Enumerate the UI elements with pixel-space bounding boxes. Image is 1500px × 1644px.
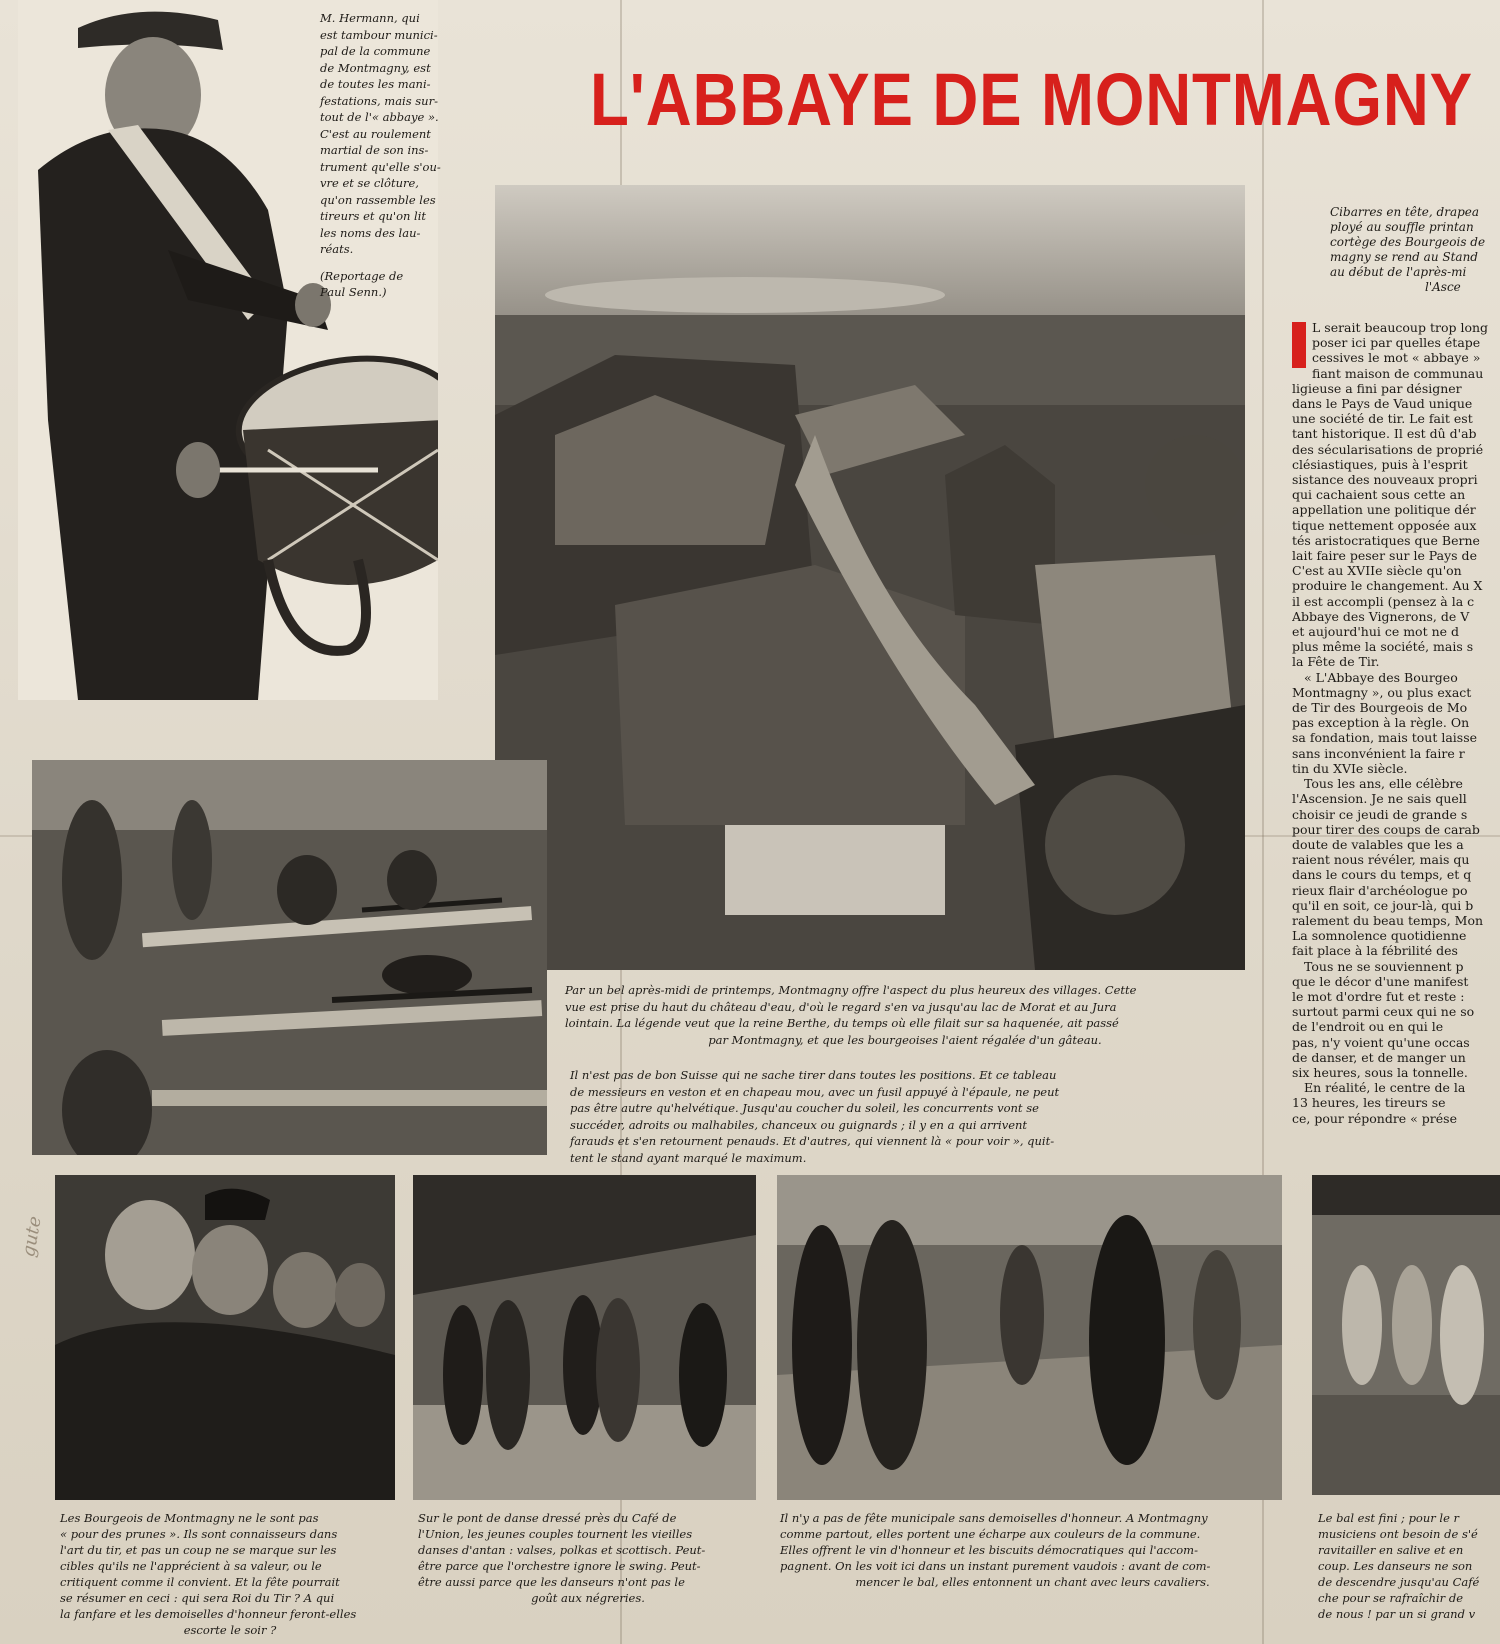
- article-line: C'est au XVIIe siècle qu'on: [1292, 563, 1462, 579]
- article-line: six heures, sous la tonnelle.: [1292, 1064, 1468, 1080]
- end-of-ball-photo: [1312, 1175, 1500, 1495]
- caption-line: Cibarres en tête, drapea: [1330, 205, 1480, 219]
- caption-line: la fanfare et les demoiselles d'honneur feront-elles: [60, 1607, 357, 1621]
- photo-credit: Paul Senn.): [320, 285, 387, 299]
- article-line: 13 heures, les tireurs se: [1292, 1095, 1446, 1111]
- article-line: ligieuse a fini par désigner: [1292, 380, 1462, 396]
- caption-line: être parce que l'orchestre ignore le swing. Peut-: [418, 1559, 701, 1573]
- article-line: raient nous révéler, mais qu: [1292, 852, 1470, 868]
- drop-cap: [1292, 322, 1306, 368]
- spectators-illustration: [55, 1175, 395, 1500]
- article-line: qui cachaient sous cette an: [1292, 487, 1466, 503]
- caption-line: M. Hermann, qui: [320, 11, 420, 25]
- procession-caption: [1330, 205, 1500, 295]
- caption-line: de messieurs en veston et en chapeau mou, avec un fusil appuyé à l'épaule, ne peut: [570, 1084, 1060, 1099]
- caption-line: Il n'y a pas de fête municipale sans demoiselles d'honneur. A Montmagny: [780, 1511, 1208, 1525]
- article-line: de Tir des Bourgeois de Mo: [1292, 700, 1468, 716]
- article-line: sa fondation, mais tout laisse: [1292, 730, 1478, 746]
- caption-line: par Montmagny, et que les bourgeoises l'aient régalée d'un gâteau.: [708, 1032, 1102, 1047]
- article-line: de danser, et de manger un: [1292, 1049, 1466, 1065]
- caption-line: se résumer en ceci : qui sera Roi du Tir ? A qui: [60, 1591, 335, 1605]
- article-line: fiant maison de communau: [1312, 365, 1484, 381]
- article-line: tés aristocratiques que Berne: [1292, 532, 1480, 548]
- caption-line: est tambour munici-: [320, 27, 438, 42]
- caption-line: farauds et s'en retournent penauds. Et d'autres, qui viennent là « pour voir », quit-: [570, 1134, 1055, 1148]
- article-line: sans inconvénient la faire r: [1292, 745, 1465, 761]
- article-line: L serait beaucoup trop long: [1312, 320, 1489, 335]
- caption-line: cibles qu'ils ne l'apprécient à sa valeur, ou le: [60, 1559, 322, 1573]
- caption-line: critiquent comme il convient. Et la fête pourrait: [60, 1575, 340, 1589]
- bourgeois-caption: [60, 1510, 400, 1638]
- caption-line: goût aux négreries.: [531, 1591, 645, 1605]
- caption-line: qu'on rassemble les: [320, 192, 436, 207]
- village-aerial-photo: [495, 185, 1245, 970]
- article-line: dans le cours du temps, et q: [1292, 867, 1472, 883]
- caption-line: Les Bourgeois de Montmagny ne le sont pas: [60, 1511, 319, 1525]
- article-line: lait faire peser sur le Pays de: [1292, 548, 1477, 564]
- caption-line: être aussi parce que les danseurs n'ont pas le: [418, 1575, 685, 1589]
- caption-line: succéder, adroits ou malhabiles, chanceux ou guignards ; il y en a qui arrivent: [570, 1117, 1028, 1132]
- caption-line: musiciens ont besoin de s'é: [1318, 1527, 1478, 1541]
- caption-line: Elles offrent le vin d'honneur et les biscuits démocratiques qui l'accom-: [780, 1543, 1198, 1557]
- caption-line: vue est prise du haut du château d'eau, d'où le regard s'en va jusqu'au lac de Morat et au Jura: [565, 999, 1117, 1014]
- caption-line: ployé au souffle printan: [1330, 220, 1474, 234]
- article-line: Tous ne se souviennent p: [1304, 958, 1464, 974]
- article-paragraph: [1292, 670, 1497, 776]
- article-line: Abbaye des Vignerons, de V: [1292, 608, 1470, 624]
- caption-line: pas être autre qu'helvétique. Jusqu'au coucher du soleil, les concurrents vont se: [570, 1101, 1039, 1115]
- caption-line: tout de l'« abbaye ».: [320, 110, 439, 124]
- article-line: « L'Abbaye des Bourgeo: [1304, 669, 1458, 685]
- village-illustration: [495, 185, 1245, 970]
- article-line: doute de valables que les a: [1292, 836, 1464, 852]
- honour-maidens-illustration: [777, 1175, 1282, 1500]
- article-line: choisir ce jeudi de grande s: [1292, 806, 1468, 822]
- article-line: sistance des nouveaux propri: [1292, 472, 1478, 488]
- caption-line: danses d'antan : valses, polkas et scottisch. Peut-: [418, 1543, 706, 1557]
- article-title: L'ABBAYE DE MONTMAGNY: [590, 58, 1473, 141]
- article-line: tant historique. Il est dû d'ab: [1292, 426, 1477, 442]
- caption-line: l'Asce: [1425, 280, 1461, 294]
- caption-line: magny se rend au Stand: [1330, 250, 1478, 264]
- caption-line: vre et se clôture,: [320, 176, 419, 190]
- article-line: ce, pour répondre « prése: [1292, 1110, 1457, 1126]
- handwritten-note: gute: [18, 1214, 46, 1259]
- article-line: le mot d'ordre fut et reste :: [1292, 988, 1465, 1004]
- article-line: des sécularisations de proprié: [1292, 441, 1484, 457]
- photo-credit: (Reportage de: [320, 268, 404, 283]
- article-line: cessives le mot « abbaye »: [1312, 350, 1481, 366]
- article-line: pas, n'y voient qu'une occas: [1292, 1034, 1470, 1050]
- caption-line: tent le stand ayant marqué le maximum.: [570, 1150, 807, 1165]
- village-caption: [565, 982, 1245, 1048]
- honour-maidens-photo: [777, 1175, 1282, 1500]
- shooting-range-photo: [32, 760, 547, 1155]
- caption-line: pal de la commune: [320, 44, 431, 58]
- caption-line: de nous ! par un si grand v: [1318, 1607, 1476, 1621]
- end-of-ball-illustration: [1312, 1175, 1500, 1495]
- caption-line: l'Union, les jeunes couples tournent les vieilles: [418, 1527, 693, 1541]
- dance-floor-photo: [413, 1175, 756, 1500]
- caption-line: Par un bel après-midi de printemps, Montmagny offre l'aspect du plus heureux des villages. Cette: [565, 983, 1137, 997]
- caption-line: Le bal est fini ; pour le r: [1318, 1511, 1460, 1525]
- caption-line: de descendre jusqu'au Café: [1318, 1575, 1480, 1589]
- caption-line: au début de l'après-mi: [1330, 265, 1467, 279]
- dancers-illustration: [413, 1175, 756, 1500]
- caption-line: ravitailler en salive et en: [1318, 1543, 1464, 1557]
- caption-line: de toutes les mani-: [320, 77, 431, 91]
- caption-line: martial de son ins-: [320, 143, 429, 157]
- end-of-ball-caption: [1318, 1510, 1498, 1622]
- caption-line: cortège des Bourgeois de: [1330, 235, 1486, 249]
- article-line: pas exception à la règle. On: [1292, 715, 1470, 731]
- caption-line: che pour se rafraîchir de: [1318, 1591, 1464, 1605]
- article-line: qu'il en soit, ce jour-là, qui b: [1292, 897, 1474, 913]
- article-line: pour tirer des coups de carab: [1292, 821, 1480, 837]
- article-line: fait place à la fébrilité des: [1292, 943, 1458, 959]
- article-line: il est accompli (pensez à la c: [1292, 593, 1475, 609]
- caption-line: festations, mais sur-: [320, 93, 438, 108]
- article-paragraph: [1292, 1080, 1497, 1126]
- shooting-caption: [570, 1067, 1230, 1166]
- caption-line: Il n'est pas de bon Suisse qui ne sache tirer dans toutes les positions. Et ce tableau: [570, 1068, 1057, 1082]
- article-line: et aujourd'hui ce mot ne d: [1292, 624, 1460, 640]
- caption-line: C'est au roulement: [320, 126, 431, 141]
- caption-line: pagnent. On les voit ici dans un instant purement vaudois : avant de com-: [780, 1559, 1211, 1573]
- article-line: rieux flair d'archéologue po: [1292, 882, 1468, 898]
- article-paragraph: [1292, 959, 1497, 1081]
- dance-caption: [418, 1510, 758, 1606]
- caption-line: réats.: [320, 242, 354, 256]
- article-line: tique nettement opposée aux: [1292, 517, 1477, 533]
- article-line: La somnolence quotidienne: [1292, 928, 1467, 944]
- article-line: la Fête de Tir.: [1292, 654, 1380, 670]
- article-line: appellation une politique dér: [1292, 502, 1476, 518]
- caption-line: de Montmagny, est: [320, 60, 431, 75]
- shooting-range-illustration: [32, 760, 547, 1155]
- article-line: que le décor d'une manifest: [1292, 973, 1469, 989]
- article-line: une société de tir. Le fait est: [1292, 411, 1473, 427]
- drummer-caption: [320, 10, 465, 301]
- article-line: surtout parmi ceux qui ne so: [1292, 1004, 1475, 1020]
- caption-line: trument qu'elle s'ou-: [320, 159, 441, 174]
- article-line: produire le changement. Au X: [1292, 578, 1483, 594]
- article-line: poser ici par quelles étape: [1312, 335, 1481, 351]
- article-line: dans le Pays de Vaud unique: [1292, 396, 1473, 412]
- article-paragraph: [1292, 320, 1497, 670]
- article-line: Montmagny », ou plus exact: [1292, 684, 1472, 700]
- caption-line: tireurs et qu'on lit: [320, 209, 427, 223]
- caption-line: coup. Les danseurs ne son: [1318, 1559, 1473, 1573]
- article-line: Tous les ans, elle célèbre: [1304, 776, 1463, 792]
- caption-line: escorte le soir ?: [183, 1623, 277, 1637]
- article-line: l'Ascension. Je ne sais quell: [1292, 791, 1467, 807]
- article-body: [1292, 320, 1497, 1126]
- caption-line: mencer le bal, elles entonnent un chant avec leurs cavaliers.: [855, 1575, 1210, 1589]
- article-line: de l'endroit ou en qui le: [1292, 1019, 1444, 1035]
- article-line: plus même la société, mais s: [1292, 639, 1474, 655]
- article-line: tin du XVIe siècle.: [1292, 760, 1408, 776]
- caption-line: lointain. La légende veut que la reine Berthe, du temps où elle filait sur sa haquenée, ait passé: [565, 1016, 1119, 1030]
- article-line: En réalité, le centre de la: [1304, 1080, 1466, 1096]
- article-paragraph: [1292, 776, 1497, 958]
- article-line: ralement du beau temps, Mon: [1292, 912, 1484, 928]
- caption-line: les noms des lau-: [320, 225, 421, 240]
- honour-maidens-caption: [780, 1510, 1285, 1590]
- article-line: clésiastiques, puis à l'esprit: [1292, 456, 1468, 472]
- caption-line: Sur le pont de danse dressé près du Café de: [418, 1511, 677, 1525]
- caption-line: comme partout, elles portent une écharpe aux couleurs de la commune.: [780, 1527, 1201, 1541]
- bourgeois-spectators-photo: [55, 1175, 395, 1500]
- caption-line: l'art du tir, et pas un coup ne se marque sur les: [60, 1543, 337, 1557]
- caption-line: « pour des prunes ». Ils sont connaisseurs dans: [60, 1527, 338, 1541]
